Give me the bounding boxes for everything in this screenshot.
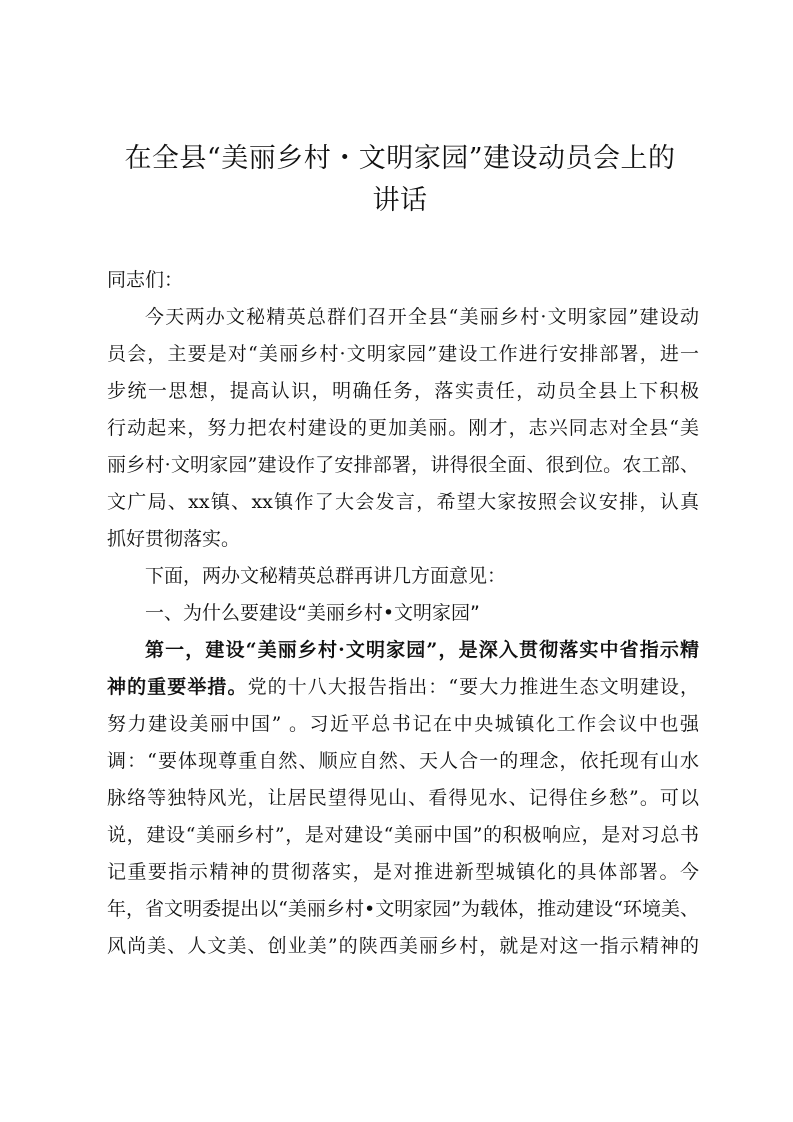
text-line: 记重要指示精神的贯彻落实，是对推进新型城镇化的具体部署。今 (107, 861, 699, 883)
title-line-2: 讲话 (372, 185, 428, 216)
text-line: 员会，主要是对“美丽乡村·文明家园”建设工作进行安排部署，进一 (107, 343, 699, 365)
bold-lead-end: 神的重要举措。 (107, 676, 248, 698)
section-heading (107, 595, 699, 632)
text-line: 努力建设美丽中国” 。习近平总书记在中央城镇化工作会议中也强 (107, 713, 699, 735)
text-line: 调：“要体现尊重自然、顺应自然、天人合一的理念，依托现有山水 (107, 750, 699, 772)
document-body (107, 262, 699, 965)
paragraph-section-one (107, 632, 699, 965)
text-line: 下面，两办文秘精英总群再讲几方面意见： (145, 565, 507, 587)
paragraph-intro (107, 299, 699, 558)
text-line: 风尚美、人文美、创业美”的陕西美丽乡村，就是对这一指示精神的 (107, 935, 699, 957)
text-line: 说，建设“美丽乡村”，是对建设“美丽中国”的积极响应，是对习总书 (107, 824, 699, 846)
text-line: 丽乡村·文明家园”建设作了安排部署，讲得很全面、很到位。农工部、 (107, 454, 699, 476)
paragraph-transition (107, 558, 699, 595)
text-line: 抓好贯彻落实。 (107, 528, 241, 550)
text-line: 脉络等独特风光，让居民望得见山、看得见水、记得住乡愁”。可以 (107, 787, 699, 809)
document-title (100, 138, 700, 222)
title-line-1: 在全县“美丽乡村・文明家园”建设动员会上的 (124, 143, 676, 174)
text-line: 文广局、xx镇、xx镇作了大会发言，希望大家按照会议安排，认真 (107, 491, 699, 513)
salutation: 同志们： (107, 269, 184, 291)
text-line: 行动起来，努力把农村建设的更加美丽。刚才，志兴同志对全县“美 (107, 417, 699, 439)
text-line: 年，省文明委提出以“美丽乡村•文明家园”为载体，推动建设“环境美、 (107, 898, 699, 920)
text-line (107, 669, 699, 706)
bold-lead-line: 第一，建设“美丽乡村·文明家园”，是深入贯彻落实中省指示精 (145, 639, 699, 661)
text-rest: 党的十八大报告指出：“要大力推进生态文明建设， (247, 676, 699, 698)
section-heading-text: 一、为什么要建设“美丽乡村•文明家园” (145, 602, 480, 624)
text-line: 今天两办文秘精英总群们召开全县“美丽乡村·文明家园”建设动 (145, 306, 699, 328)
text-line: 步统一思想，提高认识，明确任务，落实责任，动员全县上下积极 (107, 380, 699, 402)
